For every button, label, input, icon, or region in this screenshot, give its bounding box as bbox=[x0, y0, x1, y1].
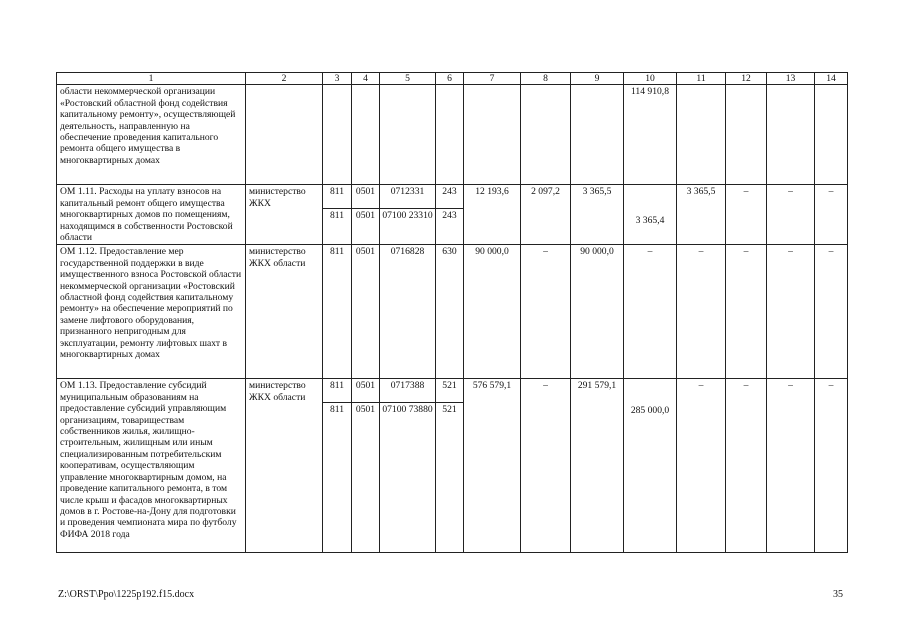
col-header: 11 bbox=[677, 73, 726, 85]
col-header: 6 bbox=[436, 73, 464, 85]
cell-csr: 0716828 bbox=[380, 245, 436, 379]
cell-total: 12 193,6 bbox=[464, 185, 521, 245]
col-header: 13 bbox=[767, 73, 815, 85]
cell-col8: – bbox=[521, 379, 571, 553]
cell-grbs: 811 bbox=[323, 185, 352, 209]
row-executor: министерство ЖКХ bbox=[246, 185, 323, 245]
col-header: 4 bbox=[352, 73, 380, 85]
cell-grbs: 811 bbox=[323, 245, 352, 379]
row-description: ОМ 1.13. Предоставление субсидий муниципальным образованиям на предоставление субсидий управляющим организациям, товариществам собственников жилья, жилищно-строительным, жилищным или иным специализированным потребительским кооперативам, осуществляющим управление многоквартирным домом, на проведение капитального ремонта, в том числе крыш и фасадов многоквартирных домов в г. Ростове-на-Дону для подготовки и проведения чемпионата мира по футболу ФИФА 2018 года bbox=[57, 379, 246, 553]
col-header: 14 bbox=[815, 73, 848, 85]
col-header: 12 bbox=[726, 73, 767, 85]
cell-vr: 630 bbox=[436, 245, 464, 379]
row-description: области некоммерческой организации «Ростовский областной фонд содействия капитальному ремонту», осуществляющей деятельность, направленную на обеспечение проведения капитального ремонта общего имущества в многоквартирных домах bbox=[57, 85, 246, 185]
row-executor: министерство ЖКХ области bbox=[246, 379, 323, 553]
col-header: 10 bbox=[624, 73, 677, 85]
table-row bbox=[57, 85, 848, 185]
cell-col14: – bbox=[815, 185, 848, 245]
cell-rzpr: 0501 bbox=[352, 403, 380, 553]
cell-col12: – bbox=[726, 185, 767, 245]
cell-rzpr: 0501 bbox=[352, 185, 380, 209]
cell-vr: 243 bbox=[436, 209, 464, 245]
cell-csr: 0712331 bbox=[380, 185, 436, 209]
cell-col9: 90 000,0 bbox=[571, 245, 624, 379]
cell-rzpr: 0501 bbox=[352, 379, 380, 403]
col-header: 3 bbox=[323, 73, 352, 85]
col-header: 7 bbox=[464, 73, 521, 85]
cell-col12: – bbox=[726, 379, 767, 553]
col-header: 8 bbox=[521, 73, 571, 85]
cell-grbs: 811 bbox=[323, 379, 352, 403]
cell-grbs: 811 bbox=[323, 403, 352, 553]
table-row bbox=[57, 185, 848, 209]
cell-col10: 285 000,0 bbox=[624, 379, 677, 553]
cell-rzpr: 0501 bbox=[352, 209, 380, 245]
budget-table bbox=[56, 72, 848, 553]
col-header: 1 bbox=[57, 73, 246, 85]
row-description: ОМ 1.11. Расходы на уплату взносов на капитальный ремонт общего имущества многоквартирных домов по помещениям, находящимся в собственности Ростовской области bbox=[57, 185, 246, 245]
cell-col10: 3 365,4 bbox=[624, 185, 677, 245]
table-row bbox=[57, 245, 848, 379]
cell-col8: 2 097,2 bbox=[521, 185, 571, 245]
cell-col11: – bbox=[677, 379, 726, 553]
column-number-row bbox=[57, 73, 848, 85]
cell-grbs: 811 bbox=[323, 209, 352, 245]
cell-vr: 243 bbox=[436, 185, 464, 209]
cell-col9: 291 579,1 bbox=[571, 379, 624, 553]
table-row bbox=[57, 379, 848, 403]
row-executor: министерство ЖКХ области bbox=[246, 245, 323, 379]
col-header: 2 bbox=[246, 73, 323, 85]
cell-vr: 521 bbox=[436, 379, 464, 403]
page-number: 35 bbox=[833, 589, 843, 600]
cell-col8: – bbox=[521, 245, 571, 379]
cell-col11: 3 365,5 bbox=[677, 185, 726, 245]
cell-col11: – bbox=[677, 245, 726, 379]
col-header: 5 bbox=[380, 73, 436, 85]
col-header: 9 bbox=[571, 73, 624, 85]
cell-csr: 07100 73880 bbox=[380, 403, 436, 553]
cell-col10: 114 910,8 bbox=[624, 85, 677, 185]
cell-col14: – bbox=[815, 245, 848, 379]
cell-col13: – bbox=[767, 185, 815, 245]
cell-csr: 07100 23310 bbox=[380, 209, 436, 245]
cell-col10: – bbox=[624, 245, 677, 379]
cell-csr: 0717388 bbox=[380, 379, 436, 403]
cell-total: 576 579,1 bbox=[464, 379, 521, 553]
cell-col14: – bbox=[815, 379, 848, 553]
cell-col9: 3 365,5 bbox=[571, 185, 624, 245]
cell-col13: – bbox=[767, 379, 815, 553]
cell-col13: – bbox=[767, 245, 815, 379]
cell-total: 90 000,0 bbox=[464, 245, 521, 379]
footer-file-path: Z:\ORST\Ppo\1225p192.f15.docx bbox=[58, 589, 195, 600]
cell-rzpr: 0501 bbox=[352, 245, 380, 379]
cell-vr: 521 bbox=[436, 403, 464, 553]
row-description: ОМ 1.12. Предоставление мер государственной поддержки в виде имущественного взноса Ростовской области некоммерческой организации «Ростовский областной фонд содействия капитальному ремонту» на обеспечение мероприятий по замене лифтового оборудования, признанного непригодным для эксплуатации, ремонту лифтовых шахт в многоквартирных домах bbox=[57, 245, 246, 379]
cell-col12: – bbox=[726, 245, 767, 379]
